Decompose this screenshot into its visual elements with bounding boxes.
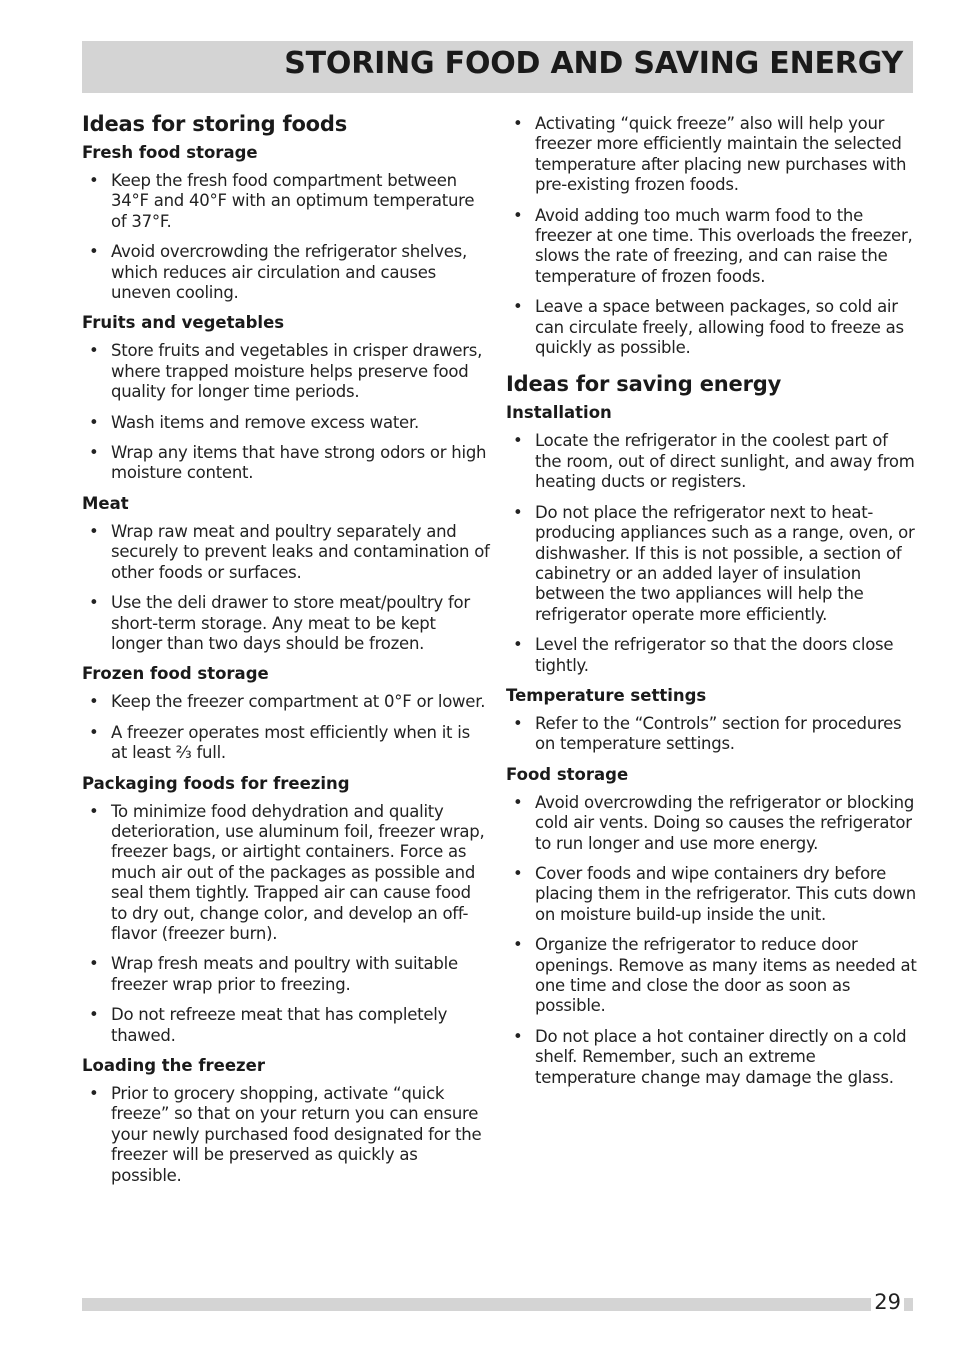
list-item: • Refer to the “Controls” section for procedures on temperature settings.	[506, 714, 918, 755]
list-item: • Wrap fresh meats and poultry with suitable freezer wrap prior to freezing.	[82, 954, 490, 995]
list-item: • Leave a space between packages, so cold air can circulate freely, allowing food to freeze as quickly as possible.	[506, 297, 918, 358]
section-heading-storing-foods: Ideas for storing foods	[82, 112, 348, 136]
bullet-list	[82, 341, 490, 483]
list-item: • Cover foods and wipe containers dry before placing them in the refrigerator. This cuts down on moisture build-up inside the unit.	[506, 864, 918, 925]
subsection-title: Food storage	[506, 764, 629, 784]
section-heading-saving-energy: Ideas for saving energy	[506, 372, 782, 397]
bullet-list	[82, 522, 490, 654]
subsection-title: Fruits and vegetables	[82, 313, 285, 333]
bullet-list	[506, 114, 918, 358]
subsection-title: Installation	[506, 403, 612, 423]
list-item: • Wash items and remove excess water.	[82, 413, 490, 433]
subsection-title: Frozen food storage	[82, 664, 269, 684]
list-item: • Keep the fresh food compartment between 34°F and 40°F with an optimum temperature of 37°F.	[82, 171, 490, 232]
list-item: • Locate the refrigerator in the coolest part of the room, out of direct sunlight, and away from heating ducts or registers.	[506, 431, 918, 492]
subsection-title: Packaging foods for freezing	[82, 773, 350, 793]
list-item: • Do not place the refrigerator next to heat-producing appliances such as a range, oven, or dishwasher. If this is not possible, a section of cabinetry or an added layer of insulation between the two appliances will help the refrigerator operate more efficiently.	[506, 503, 918, 625]
bullet-list	[82, 171, 490, 303]
page-number: 29	[871, 1290, 904, 1314]
list-item: • Level the refrigerator so that the doors close tightly.	[506, 635, 918, 676]
footer-bar	[82, 1298, 913, 1311]
list-item: • Organize the refrigerator to reduce door openings. Remove as many items as needed at one time and close the door as soon as possible.	[506, 935, 918, 1017]
bullet-list	[82, 692, 490, 763]
page-title: STORING FOOD AND SAVING ENERGY	[284, 46, 903, 81]
list-item: • To minimize food dehydration and quality deterioration, use aluminum foil, freezer wrap, freezer bags, or airtight containers. Force as much air out of the packages as possible and seal them tightly. Trapped air can cause food to dry out, change color, and develop an off-flavor (freezer burn).	[82, 802, 490, 945]
list-item: • Wrap any items that have strong odors or high moisture content.	[82, 443, 490, 484]
subsection-title: Temperature settings	[506, 685, 707, 705]
bullet-list	[506, 714, 918, 755]
list-item: • Avoid overcrowding the refrigerator or blocking cold air vents. Doing so causes the refrigerator to run longer and use more energy.	[506, 793, 918, 854]
list-item: • Do not refreeze meat that has completely thawed.	[82, 1005, 490, 1046]
list-item: • Prior to grocery shopping, activate “quick freeze” so that on your return you can ensure your newly purchased food designated for the freezer will be preserved as quickly as possible.	[82, 1084, 490, 1186]
list-item: • A freezer operates most efficiently when it is at least ⅔ full.	[82, 723, 490, 764]
subsection-title: Meat	[82, 493, 129, 513]
right-column	[506, 114, 918, 1098]
bullet-list	[506, 793, 918, 1088]
subsection-title: Loading the freezer	[82, 1056, 265, 1075]
list-item: • Keep the freezer compartment at 0°F or lower.	[82, 692, 490, 712]
list-item: • Activating “quick freeze” also will help your freezer more efficiently maintain the selected temperature after placing new purchases with pre-existing frozen foods.	[506, 114, 918, 196]
bullet-list	[82, 1084, 490, 1186]
left-column	[82, 112, 490, 1196]
list-item: • Do not place a hot container directly on a cold shelf. Remember, such an extreme temperature change may damage the glass.	[506, 1027, 918, 1088]
list-item: • Wrap raw meat and poultry separately and securely to prevent leaks and contamination of other foods or surfaces.	[82, 522, 490, 583]
list-item: • Use the deli drawer to store meat/poultry for short-term storage. Any meat to be kept longer than two days should be frozen.	[82, 593, 490, 654]
bullet-list	[506, 431, 918, 675]
list-item: • Avoid adding too much warm food to the freezer at one time. This overloads the freezer, slows the rate of freezing, and can raise the temperature of frozen foods.	[506, 206, 918, 288]
header-bar	[82, 41, 913, 93]
list-item: • Avoid overcrowding the refrigerator shelves, which reduces air circulation and causes uneven cooling.	[82, 242, 490, 303]
subsection-title: Fresh food storage	[82, 143, 258, 162]
list-item: • Store fruits and vegetables in crisper drawers, where trapped moisture helps preserve food quality for longer time periods.	[82, 341, 490, 402]
bullet-list	[82, 802, 490, 1046]
